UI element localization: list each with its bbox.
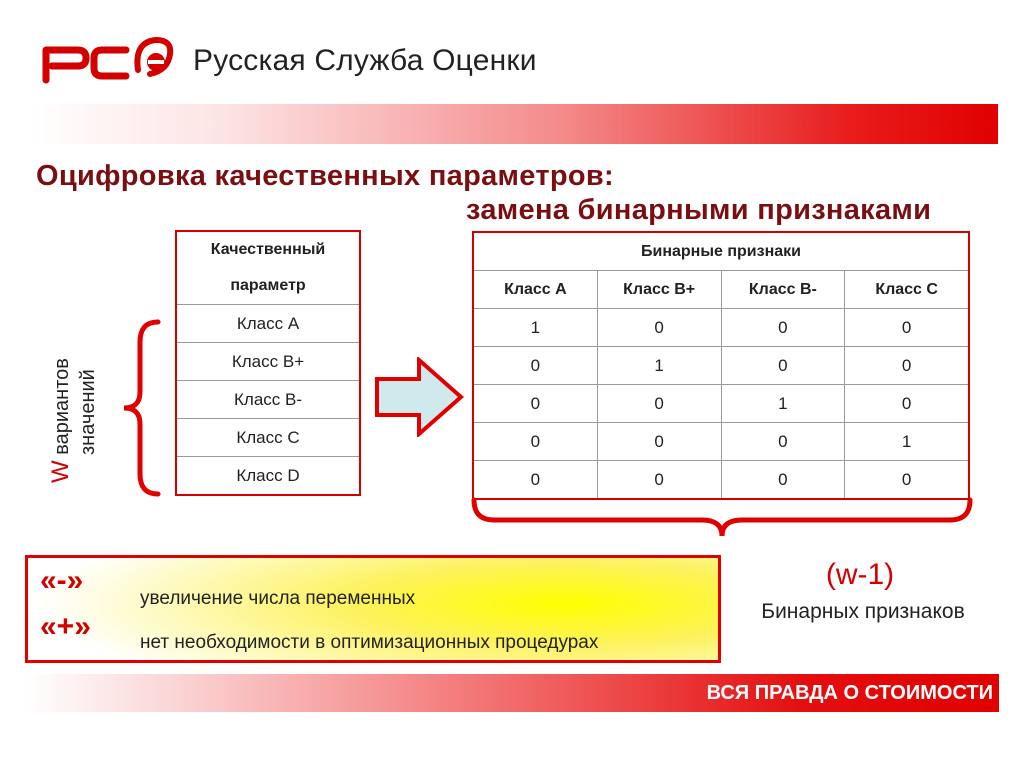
binary-table-cell: 1 xyxy=(845,423,969,461)
param-table-cell: Класс В+ xyxy=(176,343,360,381)
param-table-cell: Класс А xyxy=(176,305,360,343)
binary-table-cell: 1 xyxy=(721,385,845,423)
pros-cons-box xyxy=(25,555,721,663)
binary-table-cell: 0 xyxy=(473,461,597,500)
w-minus-one-label: (w-1) xyxy=(825,558,895,591)
binary-table-cell: 0 xyxy=(845,347,969,385)
logo-dot-highlight xyxy=(148,60,164,64)
param-table-cell: Класс В- xyxy=(176,381,360,419)
binary-table-row xyxy=(473,385,969,423)
cons-text: увеличение числа переменных xyxy=(140,588,416,609)
rso-logo xyxy=(38,30,178,90)
binary-table-row xyxy=(473,347,969,385)
logo-letter-r xyxy=(46,50,86,80)
binary-table-cell: 0 xyxy=(597,309,721,347)
footer-slogan: ВСЯ ПРАВДА О СТОИМОСТИ xyxy=(706,682,993,704)
qualitative-parameter-table xyxy=(175,230,361,496)
binary-table-cell: 0 xyxy=(845,309,969,347)
binary-features-table xyxy=(472,231,970,500)
binary-table-column-header: Класс В- xyxy=(721,271,845,309)
header-gradient-band xyxy=(28,104,998,144)
param-table-header-line-2: параметр xyxy=(176,268,360,305)
param-table-cell: Класс С xyxy=(176,419,360,457)
binary-table-cell: 1 xyxy=(473,309,597,347)
left-curly-brace xyxy=(118,318,166,498)
logo-letter-c xyxy=(94,50,126,76)
binary-table-cell: 0 xyxy=(473,423,597,461)
binary-table-row xyxy=(473,309,969,347)
slide-title-line-2: замена бинарными признаками xyxy=(466,194,932,226)
binary-table-cell: 0 xyxy=(473,347,597,385)
bottom-curly-brace xyxy=(470,496,974,540)
pros-row xyxy=(28,610,718,660)
binary-table-cell: 0 xyxy=(473,385,597,423)
vertical-label-w: W xyxy=(47,460,74,483)
binary-table-column-header: Класс А xyxy=(473,271,597,309)
cons-mark: «-» xyxy=(40,564,84,597)
binary-table-cell: 0 xyxy=(597,461,721,500)
binary-table-cell: 0 xyxy=(721,309,845,347)
binary-table-group-header: Бинарные признаки xyxy=(473,232,969,271)
pros-mark: «+» xyxy=(40,610,91,643)
binary-table-cell: 1 xyxy=(597,347,721,385)
binary-table-cell: 0 xyxy=(721,423,845,461)
binary-table-cell: 0 xyxy=(597,423,721,461)
right-arrow-icon xyxy=(375,357,465,437)
binary-table-cell: 0 xyxy=(845,461,969,500)
binary-table-row xyxy=(473,423,969,461)
binary-table-column-header: Класс В+ xyxy=(597,271,721,309)
binary-features-caption: Бинарных признаков xyxy=(761,600,965,623)
footer-gradient-band xyxy=(25,674,999,712)
cons-row xyxy=(28,564,718,614)
slide-title-line-1: Оцифровка качественных параметров: xyxy=(36,160,614,192)
pros-text: нет необходимости в оптимизационных процедурах xyxy=(140,632,599,653)
param-table-header-line-1: Качественный xyxy=(176,231,360,268)
binary-table-cell: 0 xyxy=(721,347,845,385)
company-name: Русская Служба Оценки xyxy=(193,44,537,77)
vertical-label-line-2: значений xyxy=(77,369,99,455)
binary-table-row xyxy=(473,461,969,500)
vertical-label-line-1: вариантов xyxy=(51,358,73,455)
binary-table-cell: 0 xyxy=(597,385,721,423)
binary-table-column-header: Класс С xyxy=(845,271,969,309)
binary-table-cell: 0 xyxy=(845,385,969,423)
binary-table-cell: 0 xyxy=(721,461,845,500)
param-table-cell: Класс D xyxy=(176,457,360,496)
